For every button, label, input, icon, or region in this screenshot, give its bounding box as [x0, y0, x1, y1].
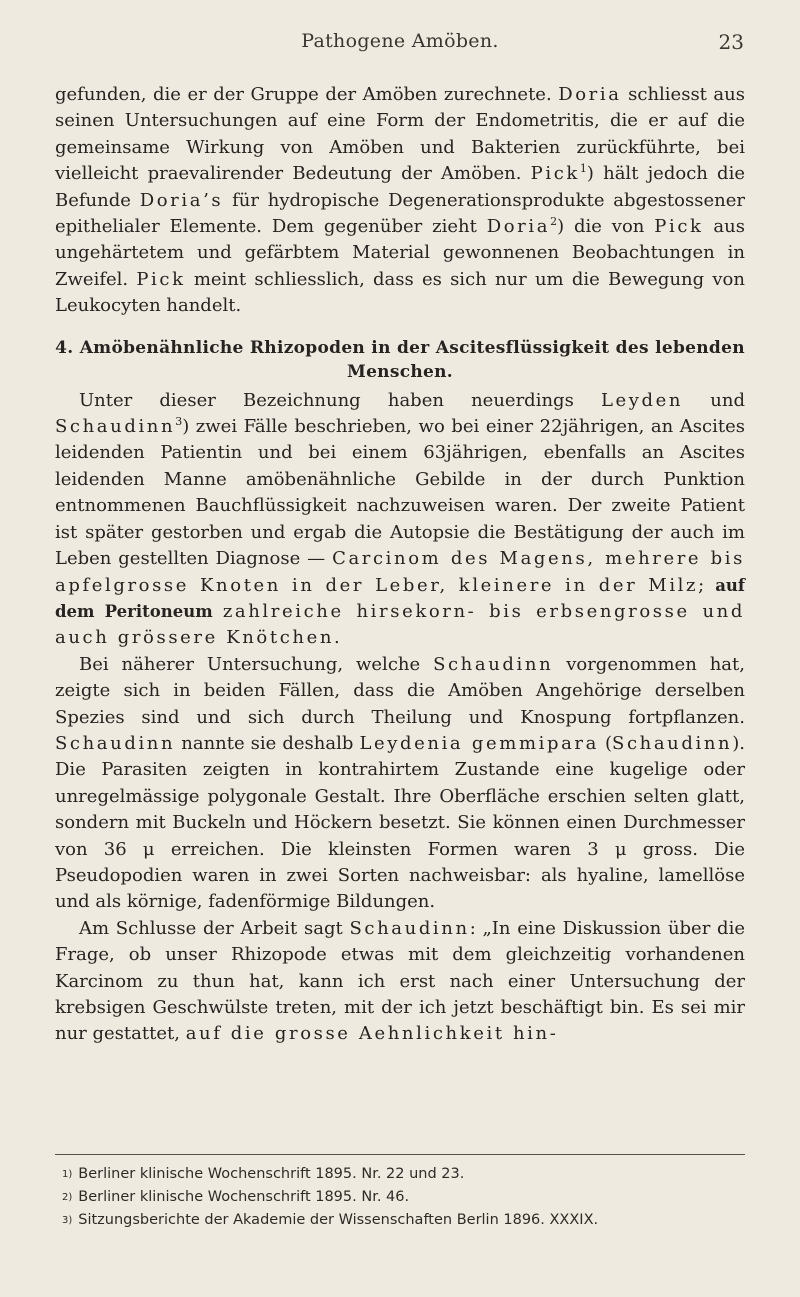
author-name: Doria	[558, 84, 622, 105]
footnote-mark: 1)	[62, 1169, 73, 1180]
text-run: und	[710, 389, 745, 411]
text-run: ) hält jedoch die Befunde	[55, 163, 745, 211]
body-text	[55, 82, 745, 1048]
section-heading: 4. Amöbenähnliche Rhizopoden in der Ascitesflüssigkeit des lebenden Menschen.	[55, 337, 745, 382]
paragraph-investigation	[55, 652, 745, 916]
author-name: Schaudinn	[349, 917, 470, 939]
text-run: (	[605, 732, 613, 754]
paragraph-conclusion	[55, 916, 745, 1048]
footnote-mark: 2)	[62, 1192, 73, 1203]
author-name: Schaudinn	[55, 732, 176, 754]
text-run: gefunden, die er der Gruppe der Amöben zurechnete.	[55, 84, 552, 105]
text-run: ) zwei Fälle beschrieben, wo bei einer 22jährigen, an Ascites leidenden Patientin und bei einem 63jährigen, ebenfalls an Ascites leidenden Manne amöbenähnliche Gebilde in der durch Punktion entnommenen Bauchflüssigkeit nachzuweisen waren. Der zweite Patient ist später gestorben und ergab die Autopsie die Bestätigung der auch im Leben gestellten Diagnose —	[55, 416, 745, 570]
footnote-ref: 3	[175, 415, 183, 429]
author-name: Pick	[654, 216, 704, 238]
footnote-ref: 1	[579, 162, 587, 176]
footnote	[62, 1163, 744, 1186]
footnote-divider	[55, 1154, 745, 1155]
author-name: Schaudinn	[55, 416, 176, 438]
text-run: nannte sie deshalb	[181, 732, 354, 754]
spaced-text: auf die grosse Aehnlichkeit hin-	[185, 1023, 559, 1045]
text-run: : „In eine Diskussion über die Frage, ob unser Rhizopode etwas mit dem gleichzeitig vorhandenen Karcinom zu thun hat, kann ich erst nach einer Untersuchung der krebsigen Geschwülste treten, mit der ich jetzt beschäftigt bin. Es sei mir nur gestattet,	[55, 917, 745, 1045]
diagnosis-text: zahlreiche hirsekorn- bis erbsengrosse und auch grössere Knötchen.	[55, 600, 745, 649]
page-number: 23	[718, 30, 744, 54]
footnote-mark: 3)	[62, 1215, 73, 1226]
text-run: schliesst aus seinen Untersuchungen auf eine Form der Endometritis, die er auf die gemeinsame Wirkung von Amöben und Bakterien zurückführte, bei vielleicht praevalirender Bedeutung der Amöben.	[55, 84, 745, 185]
footnote	[62, 1209, 744, 1232]
text-run: meint schliesslich, dass es sich nur um die Bewegung von Leukocyten handelt.	[55, 268, 745, 317]
author-name: Pick	[136, 268, 186, 290]
text-run: ). Die Parasiten zeigten in kontrahirtem Zustande eine kugelige oder unregelmässige polygonale Gestalt. Ihre Oberfläche erschien selten glatt, sondern mit Buckeln und Höckern besetzt. Sie können einen Durchmesser von 36 μ erreichen. Die kleinsten Formen waren 3 μ gross. Die Pseudopodien waren in zwei Sorten nachweisbar: als hyaline, lamellöse und als körnige, fadenförmige Bildungen.	[55, 732, 745, 913]
text-run: Am Schlusse der Arbeit sagt	[79, 917, 343, 939]
text-run: Unter dieser Bezeichnung haben neuerdings	[79, 389, 574, 411]
paragraph-leyden-schaudinn	[55, 388, 745, 652]
footnotes	[62, 1163, 744, 1232]
text-run: für hydropische Degenerationsprodukte abgestossener epithelialer Elemente. Dem gegenüber zieht	[55, 189, 745, 238]
footnote	[62, 1186, 744, 1209]
author-name: Schaudinn	[433, 653, 554, 675]
species-name: Leydenia gemmipara	[359, 732, 599, 754]
text-run: aus ungehärtetem und gefärbtem Material gewonnenen Beobachtungen in Zweifel.	[55, 216, 745, 290]
author-name: Doria	[486, 216, 551, 238]
author-name: Leyden	[600, 389, 684, 411]
text-run: Bei näherer Untersuchung, welche	[79, 653, 421, 675]
peritoneum-text: auf dem Peritoneum	[55, 575, 745, 621]
footnote-text: Sitzungsberichte der Akademie der Wissenschaften Berlin 1896. XXXIX.	[78, 1212, 599, 1228]
diagnosis-text: Carcinom des Magens, mehrere bis apfelgrosse Knoten in der Leber, kleinere in der Milz;	[55, 548, 745, 596]
text-run: vorgenommen hat, zeigte sich in beiden Fällen, dass die Amöben Angehörige derselben Spezies sind und sich durch Theilung und Knospung fortpflanzen.	[55, 653, 745, 728]
text-run: ) die von	[557, 216, 645, 238]
running-title: Pathogene Amöben.	[301, 30, 499, 52]
author-name: Schaudinn	[612, 732, 733, 754]
page-header	[0, 30, 800, 66]
author-name: Doria’s	[139, 189, 224, 211]
paragraph-doria-pick	[55, 82, 745, 320]
footnote-text: Berliner klinische Wochenschrift 1895. Nr. 46.	[78, 1189, 410, 1205]
author-name: Pick	[530, 163, 580, 185]
footnote-ref: 2	[550, 215, 558, 229]
footnote-text: Berliner klinische Wochenschrift 1895. Nr. 22 und 23.	[78, 1166, 465, 1182]
